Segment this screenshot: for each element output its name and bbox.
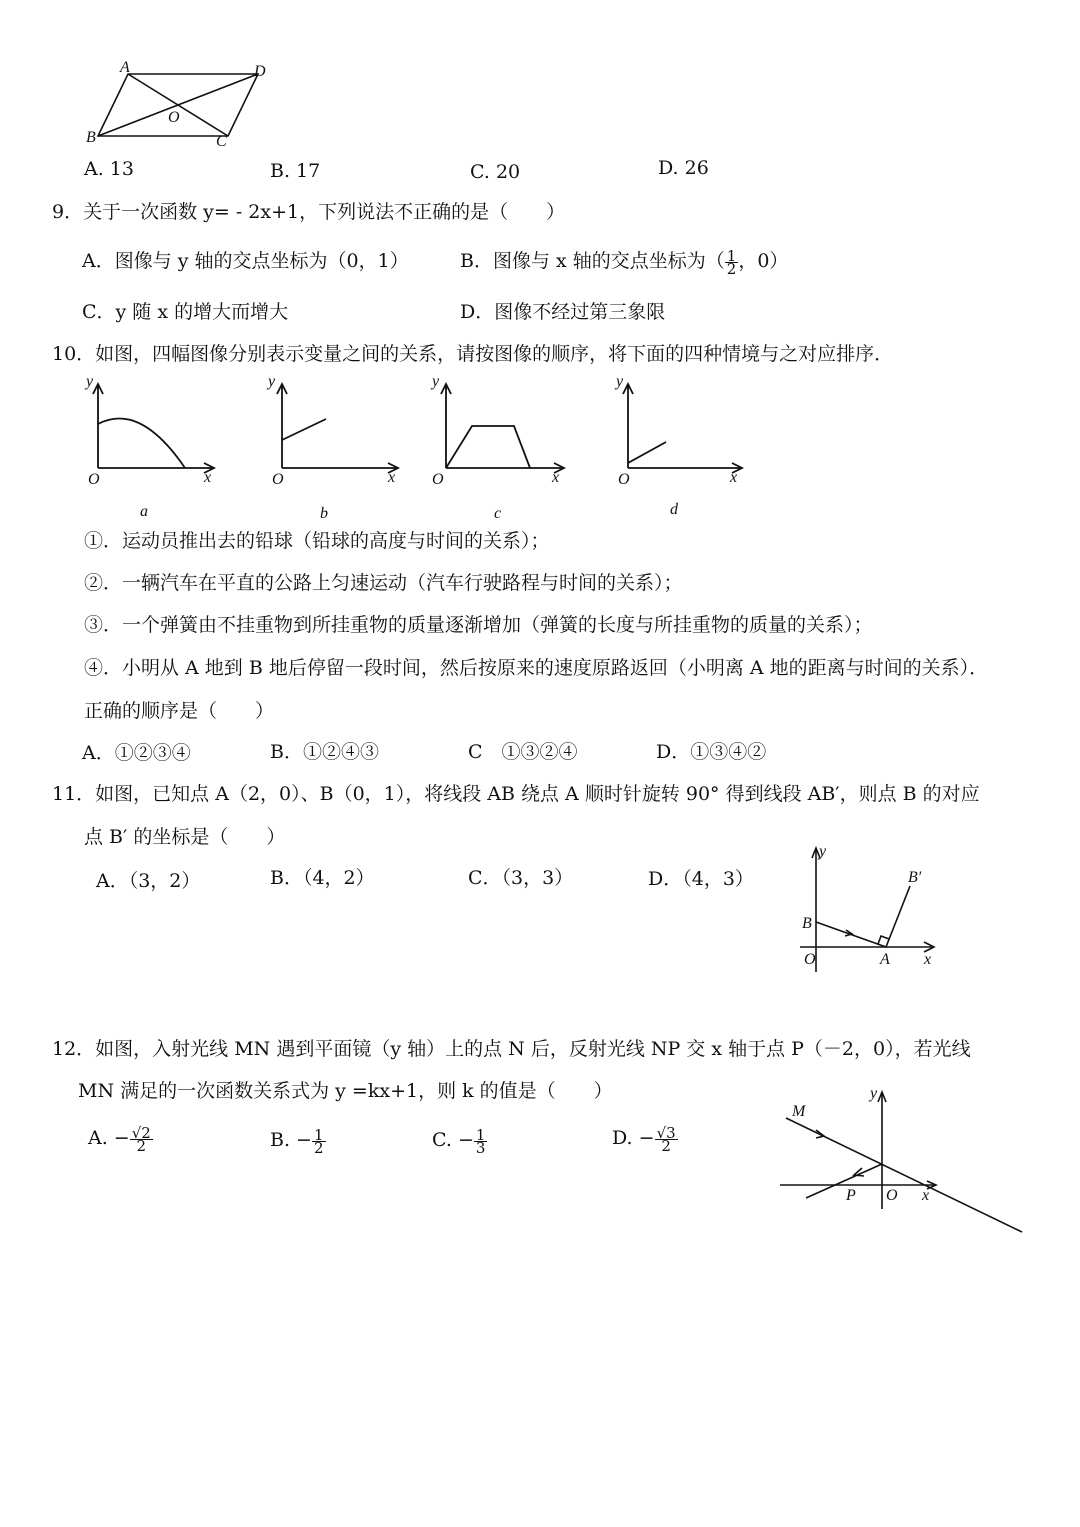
q10-option-d[interactable]: D．①③④②: [656, 741, 767, 763]
q11-option-c[interactable]: C．（3，3）: [468, 867, 574, 889]
label-o: O: [168, 109, 180, 126]
q8-option-c[interactable]: C. 20: [470, 161, 521, 183]
q10-item-1: ①．运动员推出去的铅球（铅球的高度与时间的关系）；: [84, 530, 550, 552]
q11-x-label: x: [924, 951, 932, 968]
q12-option-d-fraction: $\frac{√3}{2}$: [656, 1123, 676, 1155]
q11-b-prime-label: B′: [908, 869, 922, 886]
q12-option-a-fraction: $\frac{√2}{2}$: [131, 1123, 151, 1155]
q11-rotation-figure: [794, 842, 944, 977]
graph-c-origin-label: O: [432, 471, 444, 488]
graph-b-line: [282, 419, 326, 440]
label-d: D: [254, 63, 266, 80]
q11-segment-ab-prime: [886, 886, 910, 947]
q12-option-b-sign: B. −: [270, 1129, 312, 1151]
q10-graph-d: [612, 372, 762, 522]
q11-option-d[interactable]: D．（4，3）: [648, 868, 754, 890]
q11-option-b[interactable]: B．（4，2）: [270, 867, 375, 889]
graph-c-trapezoid: [446, 426, 530, 468]
diagonal-bd: [98, 74, 258, 136]
q10-stem: 10．如图，四幅图像分别表示变量之间的关系，请按图像的顺序，将下面的四种情境与之对应排序．: [52, 343, 894, 365]
graph-b-x-label: x: [388, 469, 396, 486]
q9-option-b-fraction: $\frac{1}{2}$: [726, 246, 737, 278]
label-c: C: [216, 133, 227, 150]
q10-question: 正确的顺序是（ ）: [84, 700, 275, 722]
q10-graph-a: [80, 372, 230, 522]
graph-c-y-label: y: [432, 373, 440, 390]
q8-parallelogram-figure: [80, 59, 280, 152]
q11-stem-line1: 11．如图，已知点 A（2，0）、B（0，1），将线段 AB 绕点 A 顺时针旋转 90° 得到线段 AB′，则点 B 的对应: [52, 783, 980, 805]
q12-stem-line1: 12．如图，入射光线 MN 遇到平面镜（y 轴）上的点 N 后，反射光线 NP 交 x 轴于点 P（－2，0），若光线: [52, 1038, 971, 1060]
q12-option-d[interactable]: [612, 1123, 678, 1155]
q11-y-label: y: [819, 843, 827, 860]
q12-option-a[interactable]: [88, 1123, 153, 1155]
q12-option-c-sign: C. −: [432, 1129, 474, 1151]
q11-a-label: A: [880, 951, 890, 968]
q11-option-a[interactable]: A．（3，2）: [96, 870, 201, 892]
q12-o-label: O: [886, 1187, 898, 1204]
graph-d-y-label: y: [616, 373, 624, 390]
q12-option-c[interactable]: [432, 1125, 487, 1157]
q12-y-label: y: [870, 1085, 878, 1102]
q10-graph-b: [262, 372, 412, 522]
q10-item-3: ③．一个弹簧由不挂重物到所挂重物的质量逐渐增加（弹簧的长度与所挂重物的质量的关系）；: [84, 614, 873, 636]
label-b: B: [86, 129, 96, 146]
q12-stem-line2: MN 满足的一次函数关系式为 y =kx+1，则 k 的值是（ ）: [78, 1080, 613, 1102]
q9-option-d[interactable]: D．图像不经过第三象限: [460, 301, 666, 323]
q12-option-b[interactable]: [270, 1125, 326, 1157]
graph-a-caption: a: [140, 503, 148, 520]
q12-reflection-figure: [776, 1084, 1026, 1234]
q12-x-label: x: [922, 1187, 930, 1204]
q10-option-c[interactable]: C ①③②④: [468, 741, 578, 763]
graph-a-origin-label: O: [88, 471, 100, 488]
q8-option-b[interactable]: B. 17: [270, 160, 321, 182]
q9-option-a[interactable]: A．图像与 y 轴的交点坐标为（0，1）: [82, 250, 409, 272]
graph-d-x-label: x: [730, 469, 738, 486]
q11-b-label: B: [802, 915, 812, 932]
q12-line-np: [806, 1164, 882, 1198]
q9-option-b[interactable]: [460, 246, 789, 278]
q12-option-b-fraction: $\frac{1}{2}$: [313, 1125, 324, 1157]
graph-b-y-label: y: [268, 373, 276, 390]
graph-a-y-label: y: [86, 373, 94, 390]
q10-option-a[interactable]: A．①②③④: [82, 742, 191, 764]
graph-a-x-label: x: [204, 469, 212, 486]
q11-o-label: O: [804, 951, 816, 968]
q10-item-4: ④．小明从 A 地到 B 地后停留一段时间，然后按原来的速度原路返回（小明离 A 地的距离与时间的关系）．: [84, 657, 989, 679]
label-a: A: [120, 59, 130, 76]
q10-option-b[interactable]: B．①②④③: [270, 741, 379, 763]
q12-p-label: P: [846, 1187, 856, 1204]
q8-option-a[interactable]: A. 13: [84, 158, 134, 180]
q9-stem: 9．关于一次函数 y= - 2x+1，下列说法不正确的是（ ）: [52, 201, 566, 223]
q10-graph-c: [428, 372, 578, 522]
q12-option-d-sign: D. −: [612, 1127, 655, 1149]
q9-option-b-suffix: ，0）: [738, 250, 789, 272]
q9-option-c[interactable]: C．y 随 x 的增大而增大: [82, 301, 289, 323]
q12-option-a-sign: A. −: [88, 1127, 130, 1149]
graph-d-caption: d: [670, 501, 678, 518]
q8-option-d[interactable]: D. 26: [658, 157, 709, 179]
graph-c-caption: c: [494, 505, 502, 522]
q12-m-label: M: [792, 1103, 806, 1120]
graph-d-origin-label: O: [618, 471, 630, 488]
graph-b-caption: b: [320, 505, 328, 522]
q9-option-b-prefix: B．图像与 x 轴的交点坐标为（: [460, 250, 725, 272]
q12-line-mn: [786, 1118, 1022, 1232]
graph-b-origin-label: O: [272, 471, 284, 488]
q11-stem-line2: 点 B′ 的坐标是（ ）: [84, 826, 286, 848]
graph-a-curve: [98, 419, 185, 469]
graph-d-line: [628, 442, 666, 463]
graph-c-x-label: x: [552, 469, 560, 486]
q10-item-2: ②．一辆汽车在平直的公路上匀速运动（汽车行驶路程与时间的关系）；: [84, 572, 683, 594]
q12-option-c-fraction: $\frac{1}{3}$: [475, 1125, 486, 1157]
